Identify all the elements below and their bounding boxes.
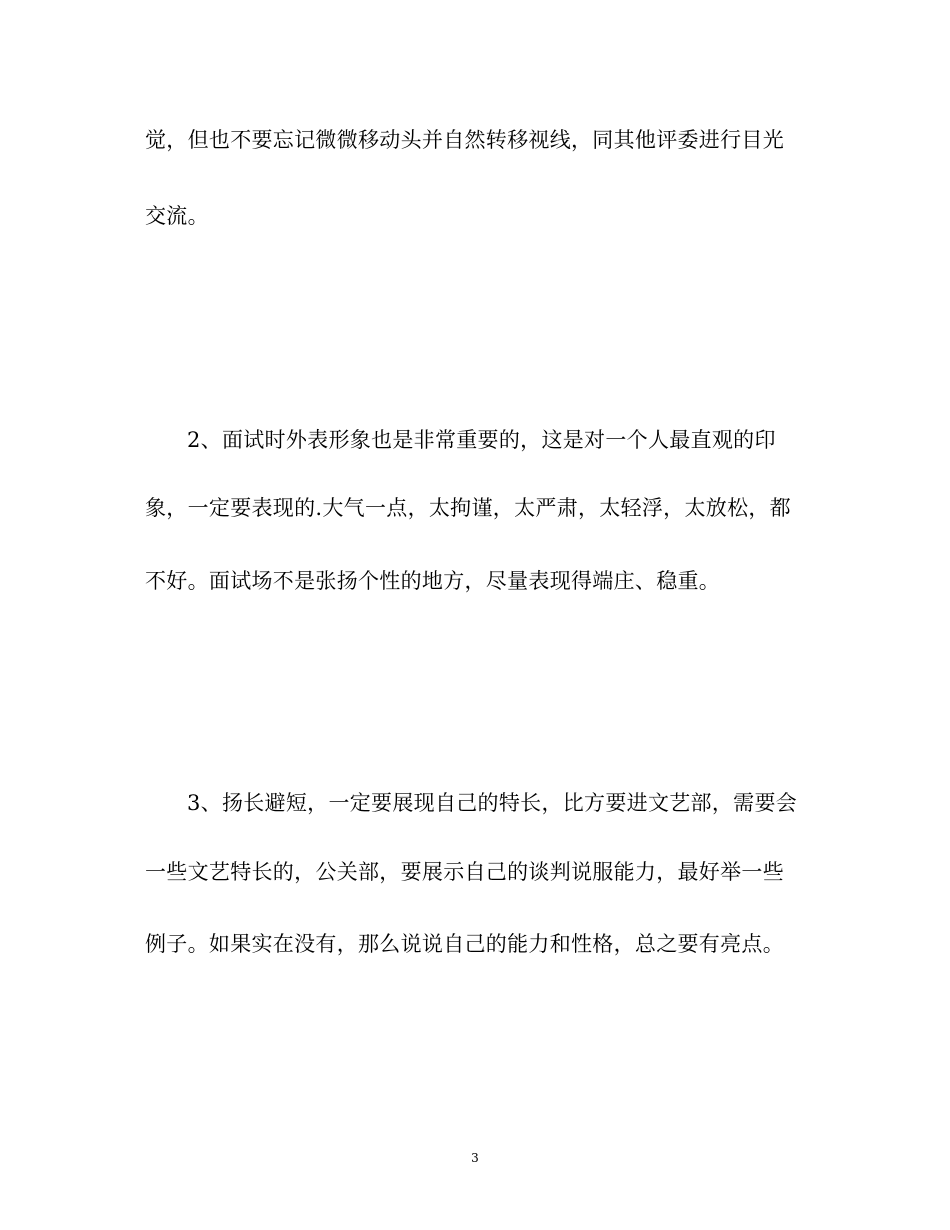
page-number: 3 [471, 1151, 479, 1165]
paragraph-2-line-1: 2、面试时外表形象也是非常重要的，这是对一个人最直观的印 [187, 428, 776, 452]
paragraph-1-line-1: 觉，但也不要忘记微微移动头并自然转移视线，同其他评委进行目光 [145, 128, 784, 152]
paragraph-2-line-3: 不好。面试场不是张扬个性的地方，尽量表现得端庄、稳重。 [145, 569, 721, 593]
paragraph-2-line-2: 象，一定要表现的.大气一点，太拘谨，太严肃，太轻浮，太放松，都 [145, 496, 791, 520]
paragraph-3-line-1: 3、扬长避短，一定要展现自己的特长，比方要进文艺部，需要会 [187, 791, 798, 815]
paragraph-3-line-2: 一些文艺特长的，公关部，要展示自己的谈判说服能力，最好举一些 [145, 860, 784, 884]
paragraph-3-line-3: 例子。如果实在没有，那么说说自己的能力和性格，总之要有亮点。 [145, 932, 784, 956]
paragraph-1-line-2: 交流。 [145, 204, 209, 228]
